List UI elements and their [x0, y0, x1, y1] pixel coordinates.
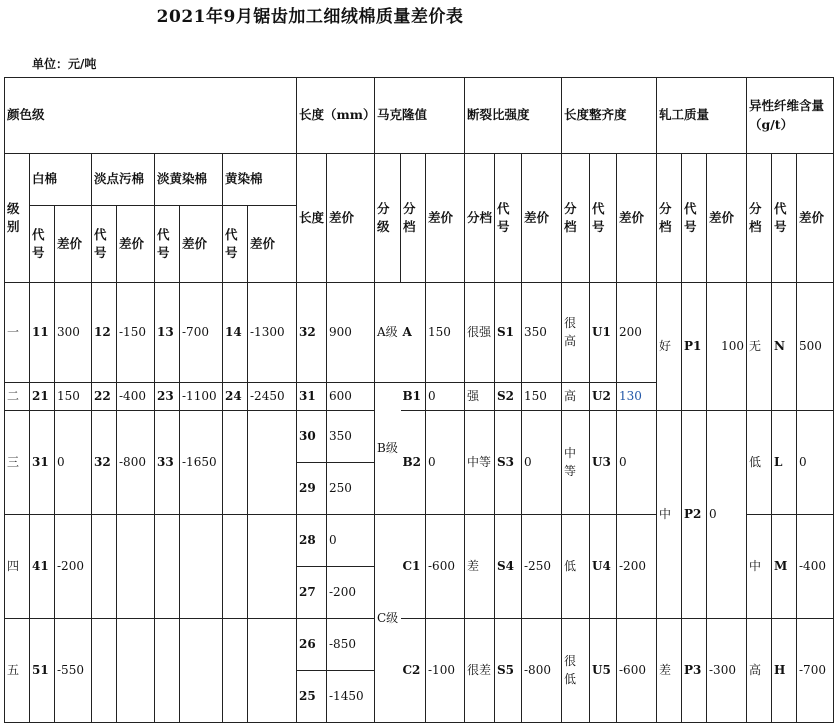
str-tier: 很强 [465, 283, 495, 383]
white-code: 21 [30, 383, 55, 411]
header-gin-diff: 差价 [707, 154, 747, 283]
lyellow-diff: -700 [180, 283, 223, 383]
yellow-diff-empty [248, 411, 297, 515]
header-for-diff: 差价 [797, 154, 834, 283]
gin-code: P2 [682, 411, 707, 619]
length-value: 31 [297, 383, 327, 411]
header-length-diff: 差价 [327, 154, 375, 283]
gin-diff: 0 [707, 411, 747, 619]
str-tier: 中等 [465, 411, 495, 515]
str-diff: 150 [522, 383, 562, 411]
str-tier: 强 [465, 383, 495, 411]
str-tier: 很差 [465, 619, 495, 723]
spotted-diff-empty [117, 515, 155, 619]
str-code: S5 [495, 619, 522, 723]
lyellow-code-empty [155, 515, 180, 619]
header-for-tier: 分档 [747, 154, 772, 283]
mic-tier: A [401, 283, 426, 383]
length-diff: 600 [327, 383, 375, 411]
uni-tier: 很低 [562, 619, 590, 723]
header-white: 白棉 [30, 154, 92, 206]
spotted-code: 32 [92, 411, 117, 515]
spotted-diff-empty [117, 619, 155, 723]
mic-diff: 0 [426, 411, 465, 515]
mic-tier: C2 [401, 619, 426, 723]
header-length-col: 长度 [297, 154, 327, 283]
lyellow-code: 33 [155, 411, 180, 515]
length-value: 25 [297, 671, 327, 723]
white-diff: 0 [55, 411, 92, 515]
for-code: M [772, 515, 797, 619]
header-strength: 断裂比强度 [465, 78, 562, 154]
str-diff: -250 [522, 515, 562, 619]
uni-diff: 0 [617, 411, 657, 515]
header-lyellow-diff: 差价 [180, 206, 223, 283]
mic-tier: B1 [401, 383, 426, 411]
spotted-diff: -800 [117, 411, 155, 515]
mic-class: A级 [375, 283, 401, 383]
mic-diff: -100 [426, 619, 465, 723]
header-light-yellow: 淡黄染棉 [155, 154, 223, 206]
str-diff: 350 [522, 283, 562, 383]
spotted-code-empty [92, 619, 117, 723]
str-code: S2 [495, 383, 522, 411]
yellow-diff-empty [248, 619, 297, 723]
header-str-code: 代号 [495, 154, 522, 283]
length-value: 30 [297, 411, 327, 463]
spotted-code: 22 [92, 383, 117, 411]
header-white-diff: 差价 [55, 206, 92, 283]
header-white-code: 代号 [30, 206, 55, 283]
yellow-code-empty [223, 619, 248, 723]
uni-diff: -600 [617, 619, 657, 723]
yellow-diff: -1300 [248, 283, 297, 383]
header-color-grade: 颜色级 [5, 78, 297, 154]
header-ginning: 轧工质量 [657, 78, 747, 154]
lyellow-diff-empty [180, 619, 223, 723]
gin-code: P3 [682, 619, 707, 723]
header-uni-tier: 分档 [562, 154, 590, 283]
header-uni-diff: 差价 [617, 154, 657, 283]
yellow-code-empty [223, 515, 248, 619]
length-diff: -200 [327, 567, 375, 619]
str-tier: 差 [465, 515, 495, 619]
uni-code: U3 [590, 411, 617, 515]
header-lyellow-code: 代号 [155, 206, 180, 283]
spotted-code-empty [92, 515, 117, 619]
for-tier: 高 [747, 619, 772, 723]
yellow-code: 24 [223, 383, 248, 411]
grade-label: 三 [5, 411, 30, 515]
header-gin-tier: 分档 [657, 154, 682, 283]
header-for-code: 代号 [772, 154, 797, 283]
white-code: 51 [30, 619, 55, 723]
white-code: 41 [30, 515, 55, 619]
white-diff: 300 [55, 283, 92, 383]
uni-code: U1 [590, 283, 617, 383]
uni-tier: 低 [562, 515, 590, 619]
str-diff: -800 [522, 619, 562, 723]
mic-tier: B2 [401, 411, 426, 515]
page-title: 2021年9月锯齿加工细绒棉质量差价表 [156, 7, 464, 27]
yellow-code: 14 [223, 283, 248, 383]
spotted-diff: -400 [117, 383, 155, 411]
uni-diff: -200 [617, 515, 657, 619]
grade-label: 四 [5, 515, 30, 619]
unit-label: 单位：元/吨 [32, 57, 97, 71]
gin-tier: 中 [657, 411, 682, 619]
gin-diff: -300 [707, 619, 747, 723]
header-gin-code: 代号 [682, 154, 707, 283]
white-diff: -550 [55, 619, 92, 723]
uni-tier: 高 [562, 383, 590, 411]
mic-tier: C1 [401, 515, 426, 619]
uni-tier: 很高 [562, 283, 590, 383]
header-str-diff: 差价 [522, 154, 562, 283]
grade-label: 一 [5, 283, 30, 383]
for-diff: -700 [797, 619, 834, 723]
grade-label: 二 [5, 383, 30, 411]
length-value: 27 [297, 567, 327, 619]
yellow-diff: -2450 [248, 383, 297, 411]
length-diff: 0 [327, 515, 375, 567]
length-diff: -1450 [327, 671, 375, 723]
header-yellow: 黄染棉 [223, 154, 297, 206]
header-yellow-diff: 差价 [248, 206, 297, 283]
lyellow-diff-empty [180, 515, 223, 619]
header-spotted-code: 代号 [92, 206, 117, 283]
header-str-tier: 分档 [465, 154, 495, 283]
mic-diff: 0 [426, 383, 465, 411]
header-uniformity: 长度整齐度 [562, 78, 657, 154]
yellow-code-empty [223, 411, 248, 515]
header-mic-class: 分级 [375, 154, 401, 283]
for-diff: 500 [797, 283, 834, 411]
for-tier: 无 [747, 283, 772, 411]
header-micronaire: 马克隆值 [375, 78, 465, 154]
length-value: 26 [297, 619, 327, 671]
mic-class: C级 [375, 515, 401, 723]
lyellow-code: 23 [155, 383, 180, 411]
str-code: S1 [495, 283, 522, 383]
for-diff: -400 [797, 515, 834, 619]
length-diff: -850 [327, 619, 375, 671]
lyellow-code-empty [155, 619, 180, 723]
yellow-diff-empty [248, 515, 297, 619]
grade-label: 五 [5, 619, 30, 723]
lyellow-diff: -1650 [180, 411, 223, 515]
spotted-diff: -150 [117, 283, 155, 383]
spotted-code: 12 [92, 283, 117, 383]
for-tier: 中 [747, 515, 772, 619]
for-code: N [772, 283, 797, 411]
uni-tier: 中等 [562, 411, 590, 515]
header-spotted-diff: 差价 [117, 206, 155, 283]
header-yellow-code: 代号 [223, 206, 248, 283]
mic-diff: -600 [426, 515, 465, 619]
header-foreign-fiber: 异性纤维含量（g/t） [747, 78, 834, 154]
header-length: 长度（mm） [297, 78, 375, 154]
length-value: 29 [297, 463, 327, 515]
header-light-spotted: 淡点污棉 [92, 154, 155, 206]
uni-code: U5 [590, 619, 617, 723]
header-mic-tier: 分档 [401, 154, 426, 283]
white-code: 31 [30, 411, 55, 515]
white-diff: 150 [55, 383, 92, 411]
uni-diff: 130 [617, 383, 657, 411]
for-code: L [772, 411, 797, 515]
for-tier: 低 [747, 411, 772, 515]
gin-diff: 100 [707, 283, 747, 411]
uni-code: U2 [590, 383, 617, 411]
header-mic-diff: 差价 [426, 154, 465, 283]
white-code: 11 [30, 283, 55, 383]
uni-diff: 200 [617, 283, 657, 383]
str-code: S4 [495, 515, 522, 619]
gin-code: P1 [682, 283, 707, 411]
length-diff: 350 [327, 411, 375, 463]
price-difference-table [4, 77, 834, 723]
length-value: 28 [297, 515, 327, 567]
lyellow-code: 13 [155, 283, 180, 383]
mic-diff: 150 [426, 283, 465, 383]
header-uni-code: 代号 [590, 154, 617, 283]
length-value: 32 [297, 283, 327, 383]
uni-code: U4 [590, 515, 617, 619]
str-diff: 0 [522, 411, 562, 515]
white-diff: -200 [55, 515, 92, 619]
lyellow-diff: -1100 [180, 383, 223, 411]
length-diff: 250 [327, 463, 375, 515]
gin-tier: 好 [657, 283, 682, 411]
for-diff: 0 [797, 411, 834, 515]
mic-class: B级 [375, 383, 401, 515]
length-diff: 900 [327, 283, 375, 383]
gin-tier: 差 [657, 619, 682, 723]
header-grade: 级别 [5, 154, 30, 283]
str-code: S3 [495, 411, 522, 515]
for-code: H [772, 619, 797, 723]
